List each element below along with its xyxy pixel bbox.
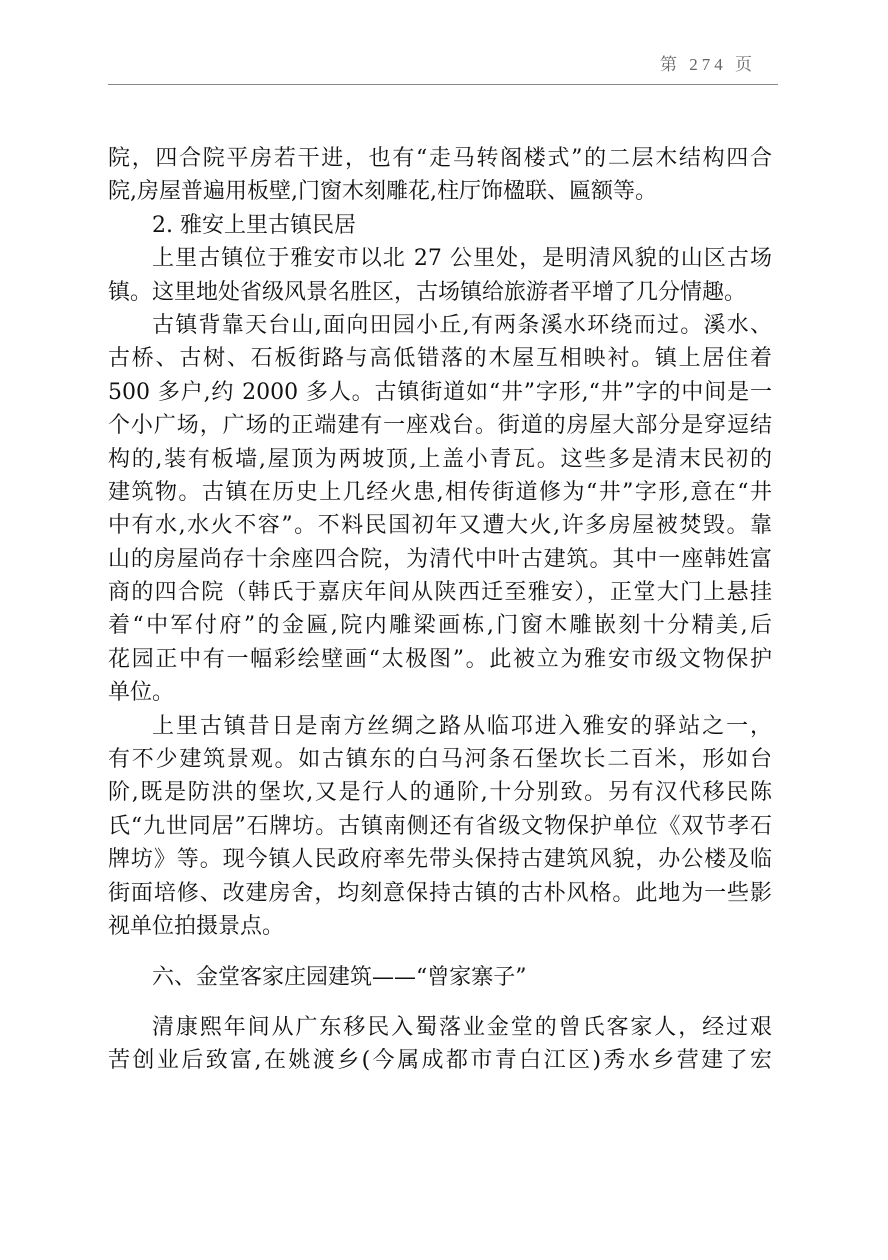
text-line: 古镇背靠天台山,面向田园小丘,有两条溪水环绕而过。溪水、 [152, 312, 772, 338]
text-line: 构的,装有板墙,屋顶为两坡顶,上盖小青瓦。这些多是清末民初的 [108, 446, 772, 472]
text-line: 建筑物。古镇在历史上几经火患,相传街道修为“井”字形,意在“井 [108, 479, 772, 505]
text-line: 镇。这里地处省级风景名胜区，古场镇给旅游者平增了几分情趣。 [108, 279, 747, 305]
text-line: 视单位拍摄景点。 [108, 913, 285, 939]
text-line: 花园正中有一幅彩绘壁画“太极图”。此被立为雅安市级文物保护 [108, 646, 772, 672]
text-line: 个小广场，广场的正端建有一座戏台。街道的房屋大部分是穿逗结 [108, 413, 772, 439]
spacer [108, 995, 772, 1011]
text-line: 山的房屋尚存十余座四合院，为清代中叶古建筑。其中一座韩姓富 [108, 546, 772, 572]
text-line: 商的四合院（韩氏于嘉庆年间从陕西迁至雅安），正堂大门上悬挂 [108, 580, 772, 606]
text-line: 苦创业后致富,在姚渡乡(今属成都市青白江区)秀水乡营建了宏 [108, 1048, 772, 1074]
text-line: 街面培修、改建房舍，均刻意保持古镇的古朴风格。此地为一些影 [108, 880, 772, 906]
text-line: 单位。 [108, 680, 175, 706]
text-line: 牌坊》等。现今镇人民政府率先带头保持古建筑风貌，办公楼及临 [108, 847, 772, 873]
section-title: 六、金堂客家庄园建筑——“曾家寨子” [152, 965, 527, 991]
text-line: 中有水,水火不容”。不料民国初年又遭大火,许多房屋被焚毁。靠 [108, 513, 772, 539]
text-line: 清康熙年间从广东移民入蜀落业金堂的曾氏客家人，经过艰 [152, 1014, 772, 1040]
text-line: 上里古镇昔日是南方丝绸之路从临邛进入雅安的驿站之一， [152, 713, 772, 739]
text-line: 500 多户,约 2000 多人。古镇街道如“井”字形,“井”字的中间是一 [108, 379, 772, 405]
text-line: 古桥、古树、石板街路与高低错落的木屋互相映衬。镇上居住着 [108, 346, 772, 372]
page-number: 第 274 页 [660, 55, 756, 74]
spacer [108, 943, 772, 961]
header-rule [108, 84, 778, 85]
page-body [108, 142, 772, 1078]
text-line: 上里古镇位于雅安市以北 27 公里处，是明清风貌的山区古场 [152, 246, 772, 272]
text-line: 有不少建筑景观。如古镇东的白马河条石堡坎长二百米，形如台 [108, 747, 772, 773]
text-line: 氏“九世同居”石牌坊。古镇南侧还有省级文物保护单位《双节孝石 [108, 813, 772, 839]
section-heading: 2. 雅安上里古镇民居 [152, 212, 356, 238]
text-line: 院,房屋普遍用板壁,门窗木刻雕花,柱厅饰楹联、匾额等。 [108, 179, 657, 205]
text-line: 阶,既是防洪的堡坎,又是行人的通阶,十分别致。另有汉代移民陈 [108, 780, 772, 806]
text-line: 院，四合院平房若干进，也有“走马转阁楼式”的二层木结构四合 [108, 146, 772, 171]
text-line: 着“中军付府”的金匾,院内雕梁画栋,门窗木雕嵌刻十分精美,后 [108, 613, 772, 639]
